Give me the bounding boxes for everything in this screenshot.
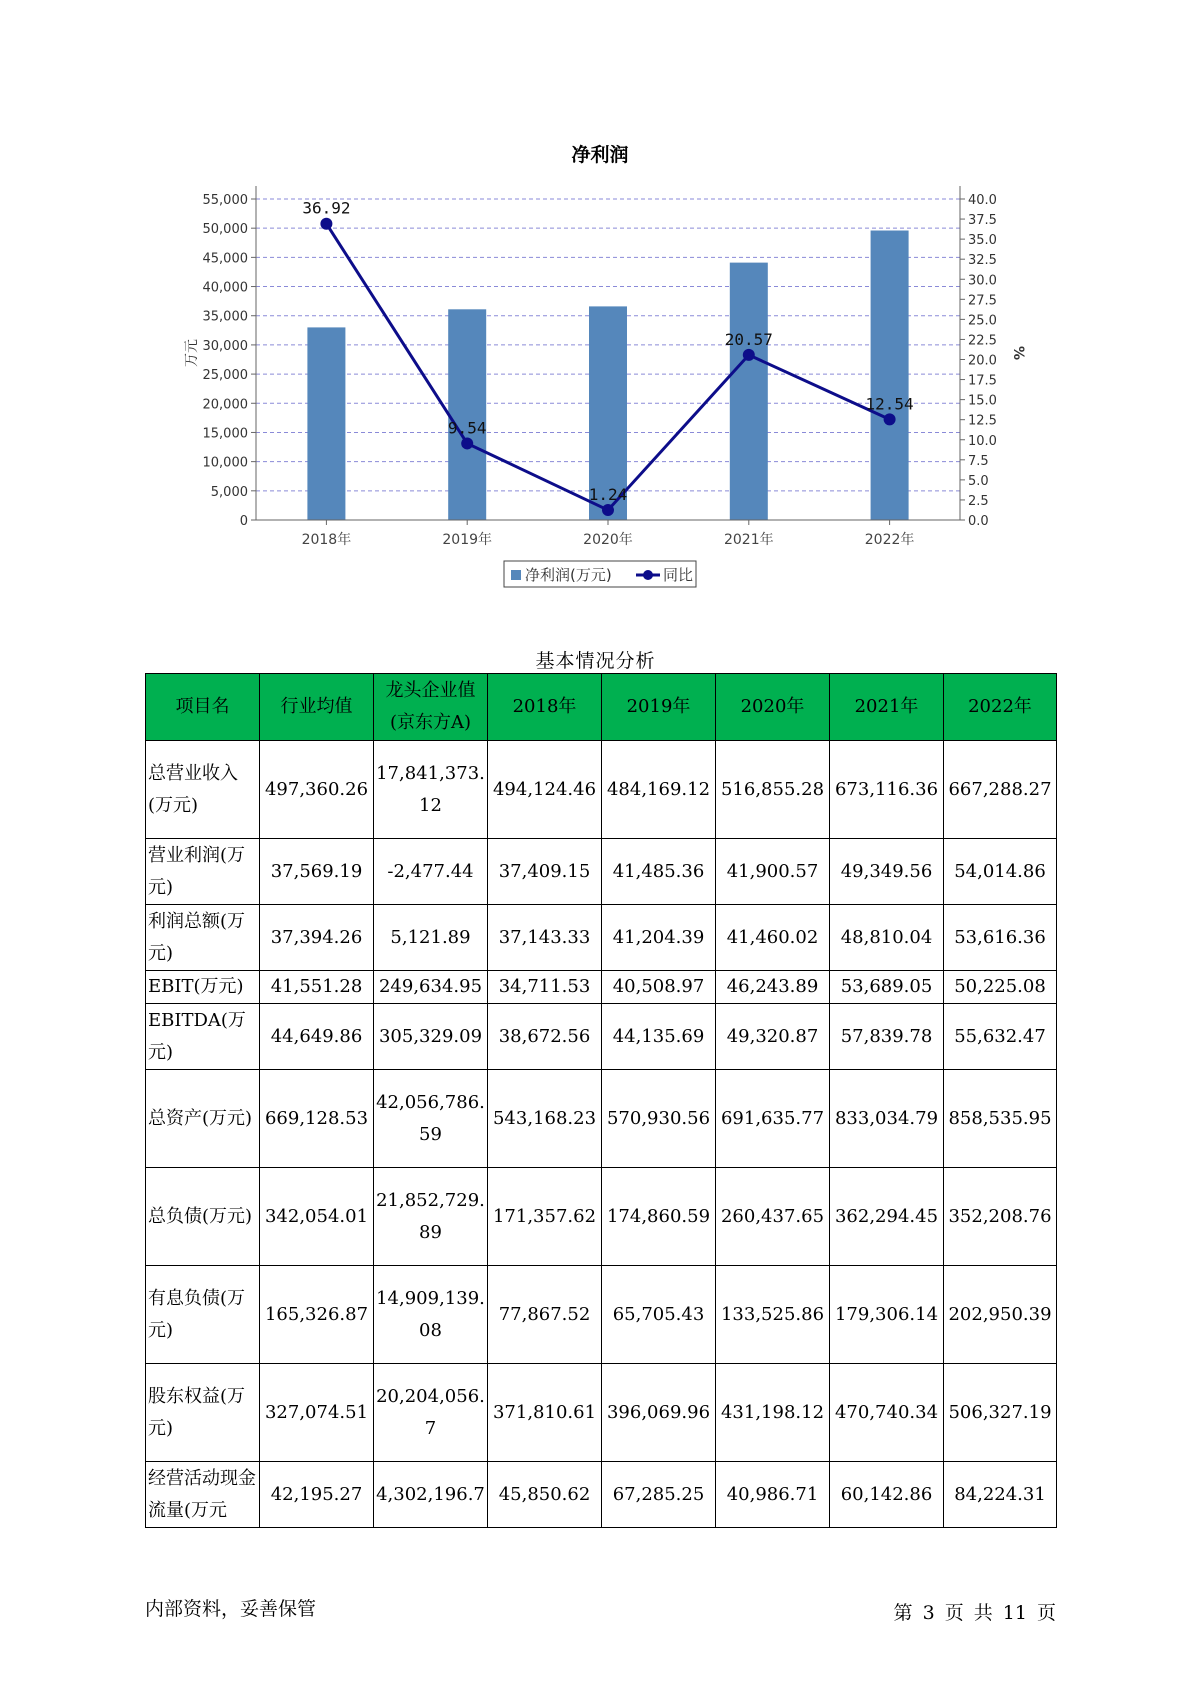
value-cell: 42,056,786.59 [374,1070,488,1168]
value-cell: 46,243.89 [716,971,830,1004]
value-cell: 41,900.57 [716,839,830,905]
value-cell: 833,034.79 [830,1070,944,1168]
value-cell: 431,198.12 [716,1364,830,1462]
y-right-tick-label: 27.5 [968,293,997,309]
header-cell: 行业均值 [260,674,374,741]
bar-series [307,231,908,520]
table-row [146,1266,1057,1364]
value-cell: 48,810.04 [830,905,944,971]
header-cell: 2020年 [716,674,830,741]
x-tick-label: 2020年 [583,532,633,548]
value-cell: 362,294.45 [830,1168,944,1266]
row-label-cell: 有息负债(万元) [146,1266,260,1364]
yoy-point [461,437,473,449]
y-right-tick-label: 22.5 [968,333,997,349]
table-row [146,1364,1057,1462]
value-cell: 516,855.28 [716,741,830,839]
y-right-tick-label: 0.0 [968,514,989,529]
y-left-tick-label: 25,000 [202,368,248,384]
table-row [146,839,1057,905]
value-cell: 5,121.89 [374,905,488,971]
yoy-point [884,413,896,425]
y-right-tick-label: 10.0 [968,433,997,449]
yoy-data-label: 9.54 [447,418,487,438]
value-cell: 494,124.46 [488,741,602,839]
value-cell: 174,860.59 [602,1168,716,1266]
header-cell: 2022年 [944,674,1057,741]
value-cell: 497,360.26 [260,741,374,839]
value-cell: -2,477.44 [374,839,488,905]
y-right-tick-label: 7.5 [968,453,989,469]
value-cell: 305,329.09 [374,1004,488,1070]
value-cell: 171,357.62 [488,1168,602,1266]
value-cell: 506,327.19 [944,1364,1057,1462]
yoy-data-label: 20.57 [724,329,773,349]
row-label-cell: 总负债(万元) [146,1168,260,1266]
header-cell: 2019年 [602,674,716,741]
x-tick-label: 2019年 [442,532,493,548]
y-left-tick-label: 45,000 [202,251,248,267]
legend-line-marker [643,570,653,580]
yoy-data-label: 36.92 [302,198,351,218]
value-cell: 20,204,056.7 [374,1364,488,1462]
value-cell: 53,689.05 [830,971,944,1004]
bar [448,309,486,520]
value-cell: 34,711.53 [488,971,602,1004]
value-cell: 84,224.31 [944,1462,1057,1528]
y-right-tick-label: 25.0 [968,313,997,329]
value-cell: 65,705.43 [602,1266,716,1364]
y-right-tick-label: 12.5 [968,413,997,429]
table-row [146,1004,1057,1070]
y-right-tick-label: 32.5 [968,253,997,269]
value-cell: 42,195.27 [260,1462,374,1528]
value-cell: 260,437.65 [716,1168,830,1266]
y-left-tick-label: 20,000 [202,397,248,413]
value-cell: 55,632.47 [944,1004,1057,1070]
value-cell: 37,409.15 [488,839,602,905]
value-cell: 669,128.53 [260,1070,374,1168]
value-cell: 41,485.36 [602,839,716,905]
table-row [146,1462,1057,1528]
y-right-tick-label: 40.0 [968,193,997,208]
y-right-axis-title: % [1010,345,1026,361]
row-label-cell: 股东权益(万元) [146,1364,260,1462]
row-label-cell: EBIT(万元) [146,971,260,1004]
value-cell: 691,635.77 [716,1070,830,1168]
value-cell: 37,569.19 [260,839,374,905]
y-right-tick-label: 17.5 [968,373,997,389]
table-row [146,971,1057,1004]
value-cell: 570,930.56 [602,1070,716,1168]
y-right-tick-label: 20.0 [968,353,997,369]
bar [730,263,768,520]
y-right-tick-label: 35.0 [968,233,997,249]
value-cell: 40,986.71 [716,1462,830,1528]
table-caption: 基本情况分析 [535,650,656,672]
y-right-tick-label: 37.5 [968,213,997,229]
row-label-cell: EBITDA(万元) [146,1004,260,1070]
row-label-cell: 总营业收入(万元) [146,741,260,839]
value-cell: 17,841,373.12 [374,741,488,839]
value-cell: 49,349.56 [830,839,944,905]
value-cell: 165,326.87 [260,1266,374,1364]
basic-analysis-table [145,673,1057,1528]
value-cell: 41,204.39 [602,905,716,971]
y-left-tick-label: 10,000 [202,455,248,471]
x-tick-label: 2021年 [723,532,774,548]
row-label-cell: 利润总额(万元) [146,905,260,971]
y-right-tick-label: 2.5 [968,493,989,509]
y-left-tick-label: 50,000 [202,222,248,238]
y-left-tick-label: 15,000 [202,426,248,442]
yoy-point [743,349,755,361]
table-row [146,905,1057,971]
yoy-point [320,218,332,230]
y-right-tick-label: 15.0 [968,393,997,409]
table-row [146,1168,1057,1266]
value-cell: 667,288.27 [944,741,1057,839]
y-left-tick-label: 0 [239,514,248,529]
chart-legend [504,561,696,587]
value-cell: 41,460.02 [716,905,830,971]
yoy-data-label: 1.24 [588,485,628,505]
value-cell: 49,320.87 [716,1004,830,1070]
y-right-tick-label: 30.0 [968,273,997,289]
y-right-tick-label: 5.0 [968,473,989,489]
value-cell: 352,208.76 [944,1168,1057,1266]
value-cell: 396,069.96 [602,1364,716,1462]
value-cell: 50,225.08 [944,971,1057,1004]
value-cell: 470,740.34 [830,1364,944,1462]
yoy-data-label: 12.54 [865,394,914,414]
value-cell: 77,867.52 [488,1266,602,1364]
value-cell: 44,135.69 [602,1004,716,1070]
value-cell: 40,508.97 [602,971,716,1004]
header-cell: 项目名 [146,674,260,741]
value-cell: 673,116.36 [830,741,944,839]
chart-title: 净利润 [571,144,629,166]
value-cell: 249,634.95 [374,971,488,1004]
x-tick-label: 2018年 [301,532,352,548]
value-cell: 858,535.95 [944,1070,1057,1168]
table-row [146,1070,1057,1168]
value-cell: 14,909,139.08 [374,1266,488,1364]
value-cell: 53,616.36 [944,905,1057,971]
net-profit-chart [0,0,1191,600]
value-cell: 37,394.26 [260,905,374,971]
x-tick-label: 2022年 [864,532,915,548]
value-cell: 342,054.01 [260,1168,374,1266]
value-cell: 67,285.25 [602,1462,716,1528]
value-cell: 60,142.86 [830,1462,944,1528]
table-row [146,741,1057,839]
value-cell: 45,850.62 [488,1462,602,1528]
footer-confidential-note: 内部资料，妥善保管 [145,1598,317,1620]
value-cell: 327,074.51 [260,1364,374,1462]
footer-page-number: 第 3 页 共 11 页 [893,1602,1056,1624]
row-label-cell: 营业利润(万元) [146,839,260,905]
bar [871,231,909,520]
y-left-tick-label: 35,000 [202,309,248,325]
header-cell: 2018年 [488,674,602,741]
y-left-tick-label: 40,000 [202,280,248,296]
value-cell: 4,302,196.7 [374,1462,488,1528]
value-cell: 543,168.23 [488,1070,602,1168]
y-left-axis-title: 万元 [184,339,200,367]
bar [307,327,345,520]
value-cell: 44,649.86 [260,1004,374,1070]
value-cell: 484,169.12 [602,741,716,839]
row-label-cell: 总资产(万元) [146,1070,260,1168]
value-cell: 202,950.39 [944,1266,1057,1364]
y-left-tick-label: 5,000 [210,484,248,500]
value-cell: 179,306.14 [830,1266,944,1364]
value-cell: 38,672.56 [488,1004,602,1070]
value-cell: 371,810.61 [488,1364,602,1462]
header-cell: 2021年 [830,674,944,741]
value-cell: 41,551.28 [260,971,374,1004]
y-left-tick-label: 30,000 [202,338,248,354]
legend-bar-swatch [511,570,521,580]
yoy-point [602,504,614,516]
row-label-cell: 经营活动现金流量(万元 [146,1462,260,1528]
value-cell: 37,143.33 [488,905,602,971]
legend-line-label: 同比 [663,566,694,584]
y-left-tick-label: 55,000 [202,193,248,208]
legend-bar-label: 净利润(万元) [525,566,612,584]
value-cell: 54,014.86 [944,839,1057,905]
value-cell: 133,525.86 [716,1266,830,1364]
value-cell: 57,839.78 [830,1004,944,1070]
table-header-row [146,674,1057,741]
value-cell: 21,852,729.89 [374,1168,488,1266]
header-cell: 龙头企业值(京东方A) [374,674,488,741]
